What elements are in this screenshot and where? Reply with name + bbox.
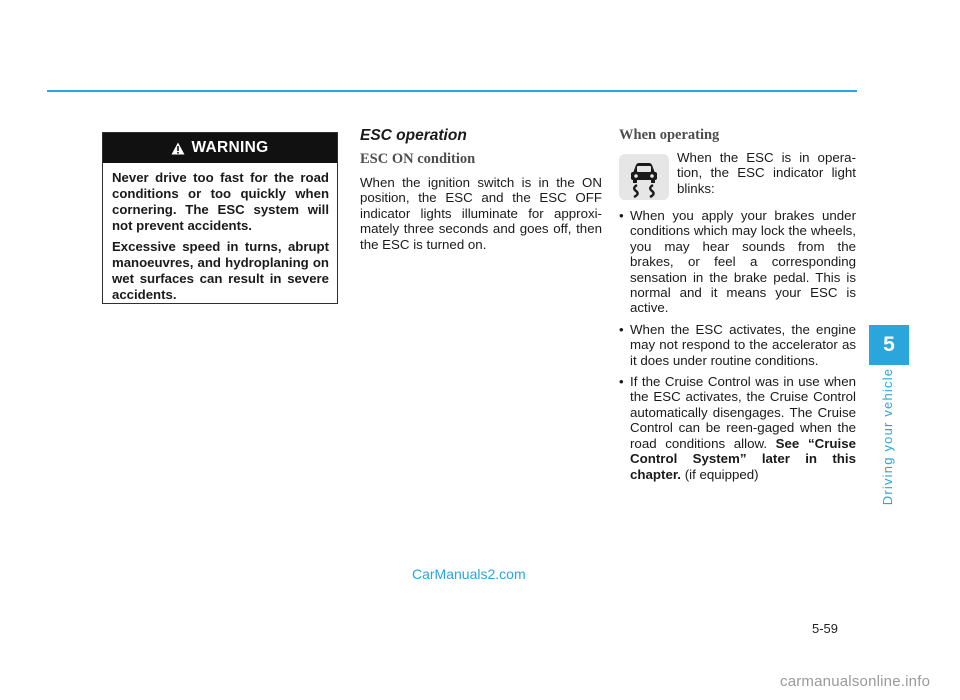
warning-paragraph: Never drive too fast for the road conditions or too quickly when cornering. The ESC system will not prevent accidents. xyxy=(112,170,329,233)
list-item: • When the ESC activates, the engine may not respond to the accelerator as it does under routine conditions. xyxy=(619,322,856,368)
warning-box xyxy=(102,132,338,304)
indicator-description: When the ESC is in opera-tion, the ESC indicator light blinks: xyxy=(677,150,856,196)
cruise-text: If the Cruise Control was in use when the ESC activates, the Cruise Control automatically disengages. The Cruise Control can be reen-gaged when the road conditions allow. xyxy=(630,374,856,451)
subsection-title-esc-on: ESC ON condition xyxy=(360,151,476,167)
list-item: • When you apply your brakes under conditions which may lock the wheels, you may hear sounds from the brakes, or feel a corresponding sensation in the brake pedal. This is normal and it means your ESC is active. xyxy=(619,208,856,316)
indicator-row xyxy=(619,150,856,200)
header-rule xyxy=(47,90,857,92)
warning-header xyxy=(103,133,337,163)
chapter-title: Driving your vehicle xyxy=(880,367,896,506)
warning-title: WARNING xyxy=(191,139,269,156)
watermark-footer: carmanualsonline.info xyxy=(780,673,931,690)
chapter-label xyxy=(868,367,908,506)
subsection-title-when-operating: When operating xyxy=(619,127,720,143)
chapter-number: 5 xyxy=(883,333,895,356)
cruise-suffix: (if equipped) xyxy=(681,466,759,482)
warning-body xyxy=(103,163,337,303)
cruise-reference: See “Cruise Control System” later in this chapter. xyxy=(630,435,856,482)
esc-operation-section xyxy=(360,127,602,252)
warning-triangle-icon xyxy=(171,142,185,155)
when-operating-section xyxy=(619,127,856,488)
watermark-site: CarManuals2.com xyxy=(412,566,526,582)
esc-on-text: When the ignition switch is in the ON position, the ESC and the ESC OFF indicator lights illuminate for approxi-mately three seconds and goes off, then the ESC is turned on. xyxy=(360,175,602,252)
esc-indicator-icon xyxy=(619,154,669,200)
page-number: 5-59 xyxy=(812,621,839,636)
warning-paragraph: Excessive speed in turns, abrupt manoeuvres, and hydroplaning on wet surfaces can result in severe accidents. xyxy=(112,239,329,302)
section-title: ESC operation xyxy=(360,127,467,144)
operating-bullets xyxy=(619,208,856,482)
list-item xyxy=(619,374,856,482)
chapter-number-tab xyxy=(869,325,909,365)
